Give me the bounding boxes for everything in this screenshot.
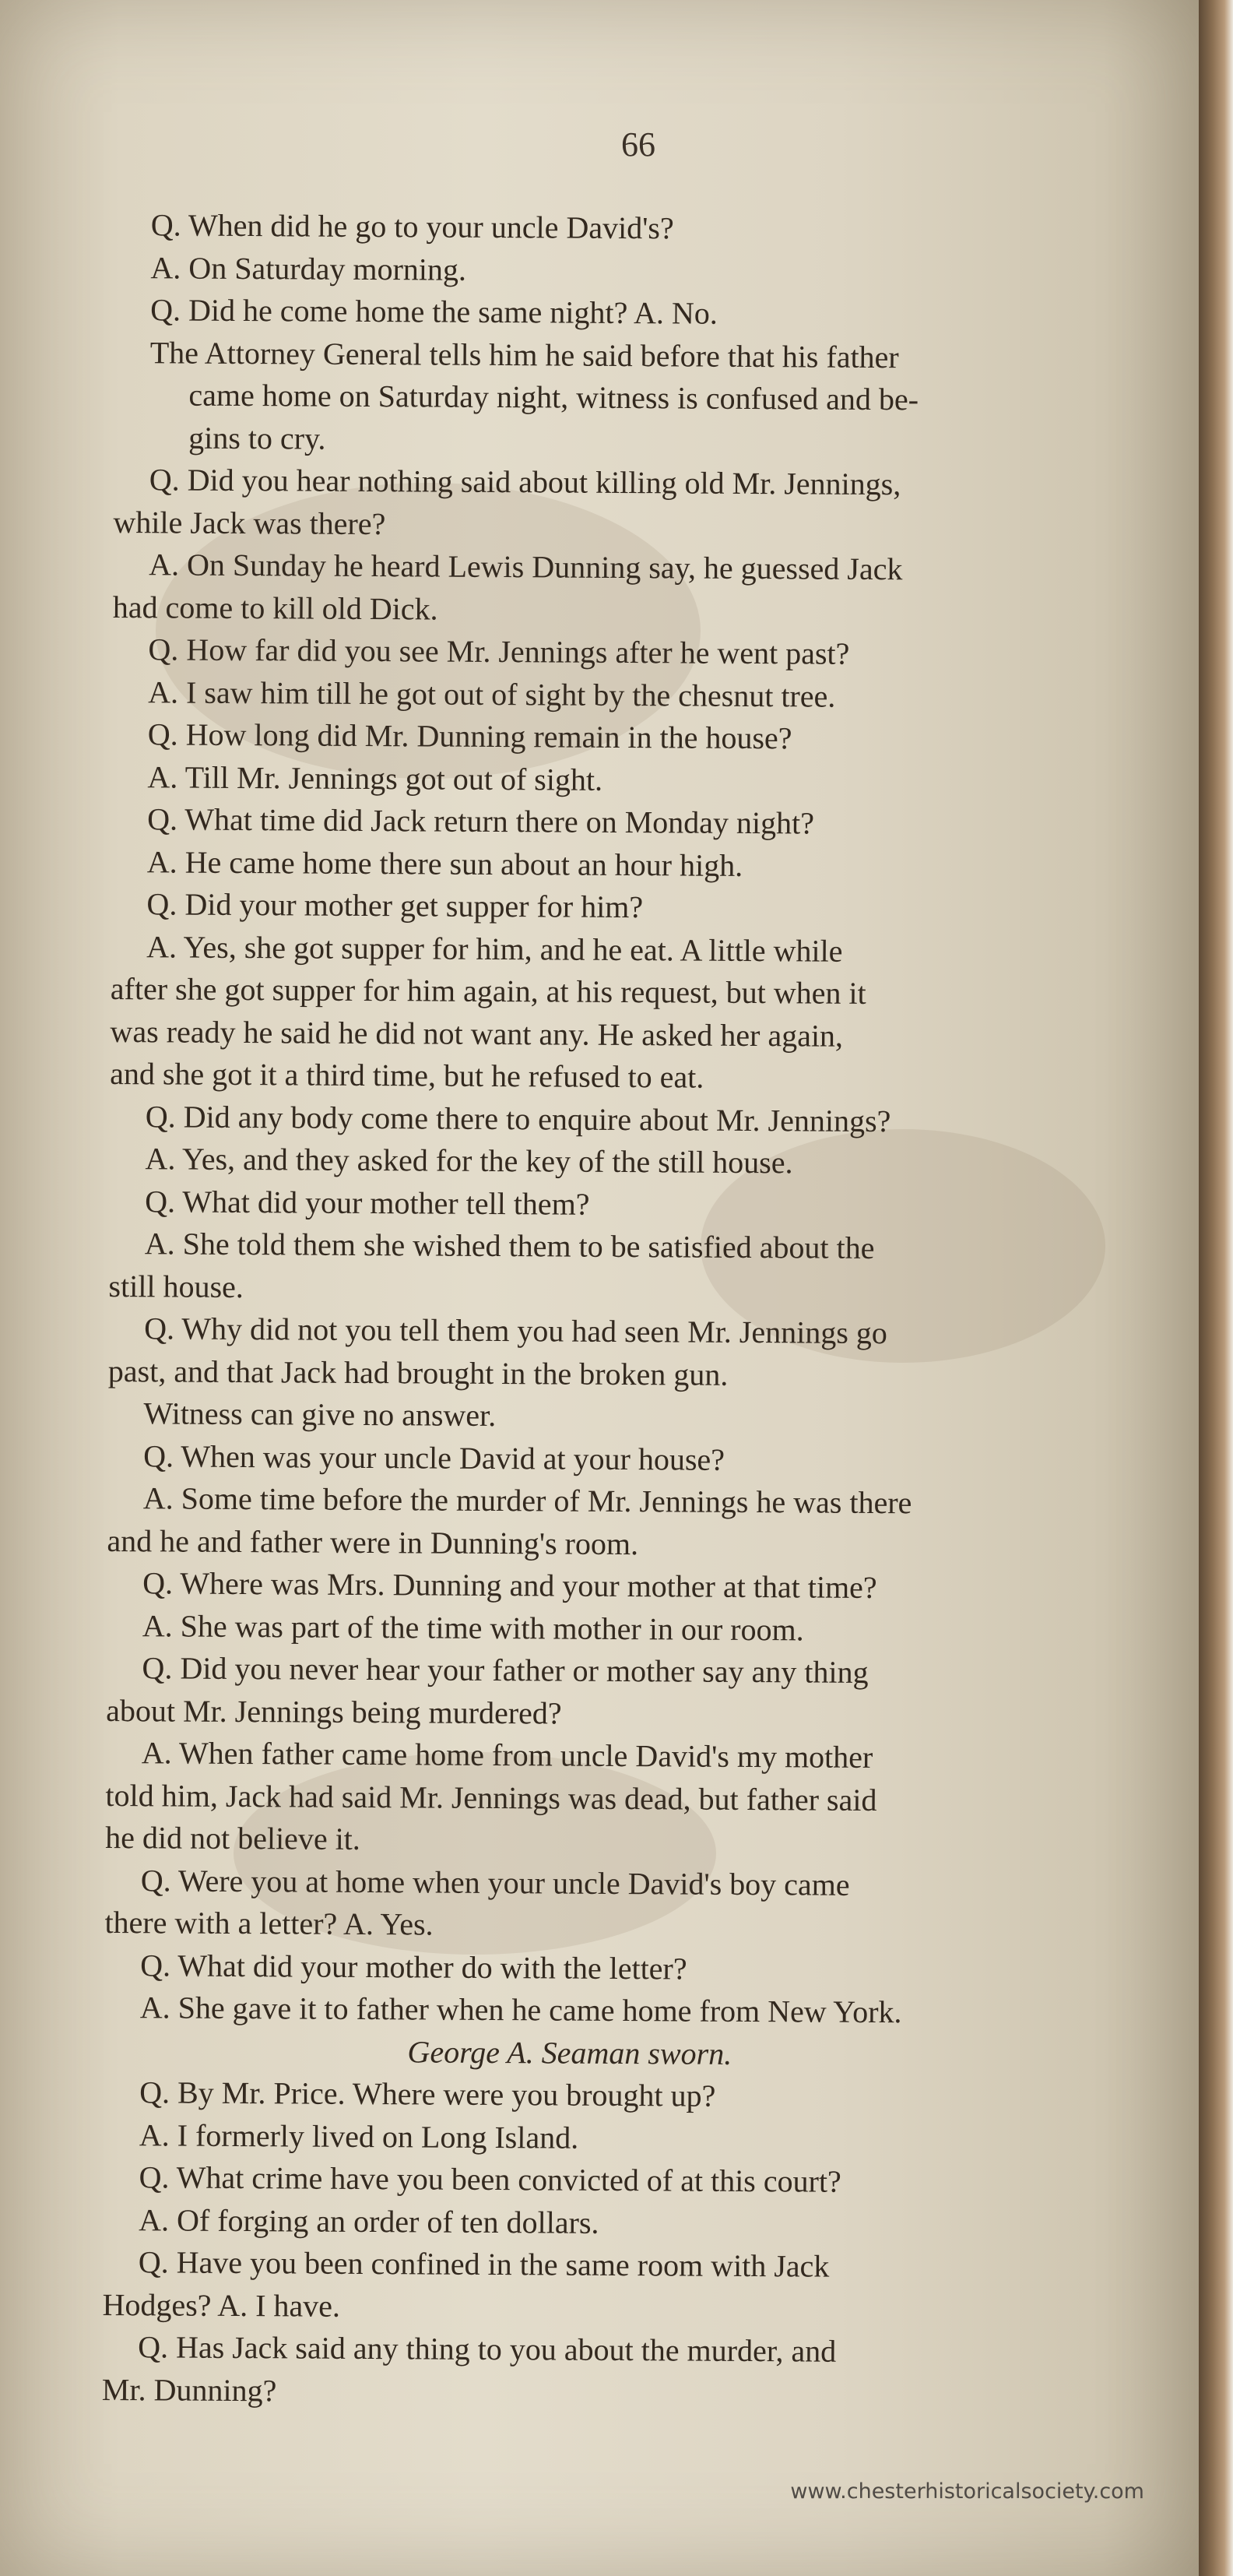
text-line: A. When father came home from uncle David's my mother — [141, 1735, 873, 1775]
text-line: about Mr. Jennings being murdered? — [106, 1692, 562, 1731]
text-line: told him, Jack had said Mr. Jennings was dead, but father said — [105, 1777, 877, 1818]
text-line: Q. Did your mother get supper for him? — [146, 886, 644, 925]
book-spine-edge — [1199, 0, 1233, 2576]
text-line: Q. When did he go to your uncle David's? — [150, 207, 674, 246]
text-line: Hodges? A. I have. — [102, 2286, 341, 2324]
text-line: Q. Did he come home the same night? A. No. — [150, 292, 718, 331]
text-line: had come to kill old Dick. — [112, 589, 438, 627]
text-line: Mr. Dunning? — [101, 2371, 277, 2408]
text-line: Q. Were you at home when your uncle David's boy came — [140, 1862, 850, 1902]
text-line: past, and that Jack had brought in the broken gun. — [107, 1353, 729, 1392]
text-line: Q. Why did not you tell them you had seen Mr. Jennings go — [144, 1311, 888, 1351]
text-line: Q. What crime have you been convicted of at this court? — [139, 2159, 841, 2199]
text-line: Q. By Mr. Price. Where were you brought up? — [139, 2075, 716, 2113]
text-line: Q. Where was Mrs. Dunning and your mother at that time? — [142, 1565, 877, 1606]
text-line: Witness can give no answer. — [143, 1395, 497, 1434]
witness-heading: George A. Seaman sworn. — [407, 2033, 732, 2071]
text-line: A. She gave it to father when he came home from New York. — [139, 1990, 902, 2030]
text-line: Q. Have you been confined in the same room with Jack — [138, 2244, 830, 2284]
text-line: Q. How far did you see Mr. Jennings after he went past? — [148, 632, 850, 671]
text-line: A. Till Mr. Jennings got out of sight. — [147, 758, 603, 797]
text-line: A. Yes, she got supper for him, and he eat. A little while — [146, 928, 843, 969]
text-line: A. Some time before the murder of Mr. Jennings he was there — [142, 1480, 912, 1521]
text-line: The Attorney General tells him he said before that his father — [149, 334, 899, 375]
text-line: Q. What did your mother tell them? — [145, 1183, 590, 1222]
text-line: A. She told them she wished them to be satisfied about the — [144, 1226, 875, 1265]
text-line: Q. When was your uncle David at your house? — [143, 1438, 725, 1477]
text-line: A. On Saturday morning. — [150, 249, 467, 287]
text-line: A. Yes, and they asked for the key of the still house. — [145, 1141, 793, 1181]
text-line: A. She was part of the time with mother in our room. — [142, 1607, 804, 1647]
testimony-text — [102, 204, 1205, 2417]
text-line: Q. Did you never hear your father or mother say any thing — [142, 1650, 869, 1690]
text-line: there with a letter? A. Yes. — [104, 1904, 434, 1942]
text-line: was ready he said he did not want any. He asked her again, — [110, 1013, 844, 1054]
text-line: Q. Did any body come there to enquire about Mr. Jennings? — [145, 1098, 891, 1138]
watermark-url: www.chesterhistoricalsociety.com — [790, 2479, 1144, 2504]
text-line: and he and father were in Dunning's room. — [107, 1522, 639, 1561]
text-line: still house. — [108, 1268, 244, 1304]
text-line: and she got it a third time, but he refused to eat. — [110, 1055, 704, 1095]
text-line: A. He came home there sun about an hour high. — [146, 843, 743, 883]
text-line: came home on Saturday night, witness is confused and be- — [188, 377, 919, 417]
text-line: he did not believe it. — [105, 1819, 361, 1856]
text-line: after she got supper for him again, at his request, but when it — [110, 970, 866, 1011]
text-line: while Jack was there? — [113, 504, 386, 541]
text-line: A. I formerly lived on Long Island. — [139, 2117, 579, 2155]
text-line: Q. What did your mother do with the letter? — [140, 1947, 687, 1987]
text-line: gins to cry. — [188, 420, 326, 456]
text-line: Q. Has Jack said any thing to you about the murder, and — [138, 2329, 837, 2369]
text-line: A. Of forging an order of ten dollars. — [139, 2201, 599, 2240]
text-line: Q. What time did Jack return there on Monday night? — [147, 801, 815, 841]
text-line: A. I saw him till he got out of sight by the chesnut tree. — [148, 674, 836, 714]
page-number: 66 — [621, 125, 655, 164]
text-line: Q. How long did Mr. Dunning remain in the house? — [147, 716, 792, 756]
text-line: Q. Did you hear nothing said about killing old Mr. Jennings, — [149, 462, 901, 502]
text-line: A. On Sunday he heard Lewis Dunning say, he guessed Jack — [149, 547, 903, 587]
